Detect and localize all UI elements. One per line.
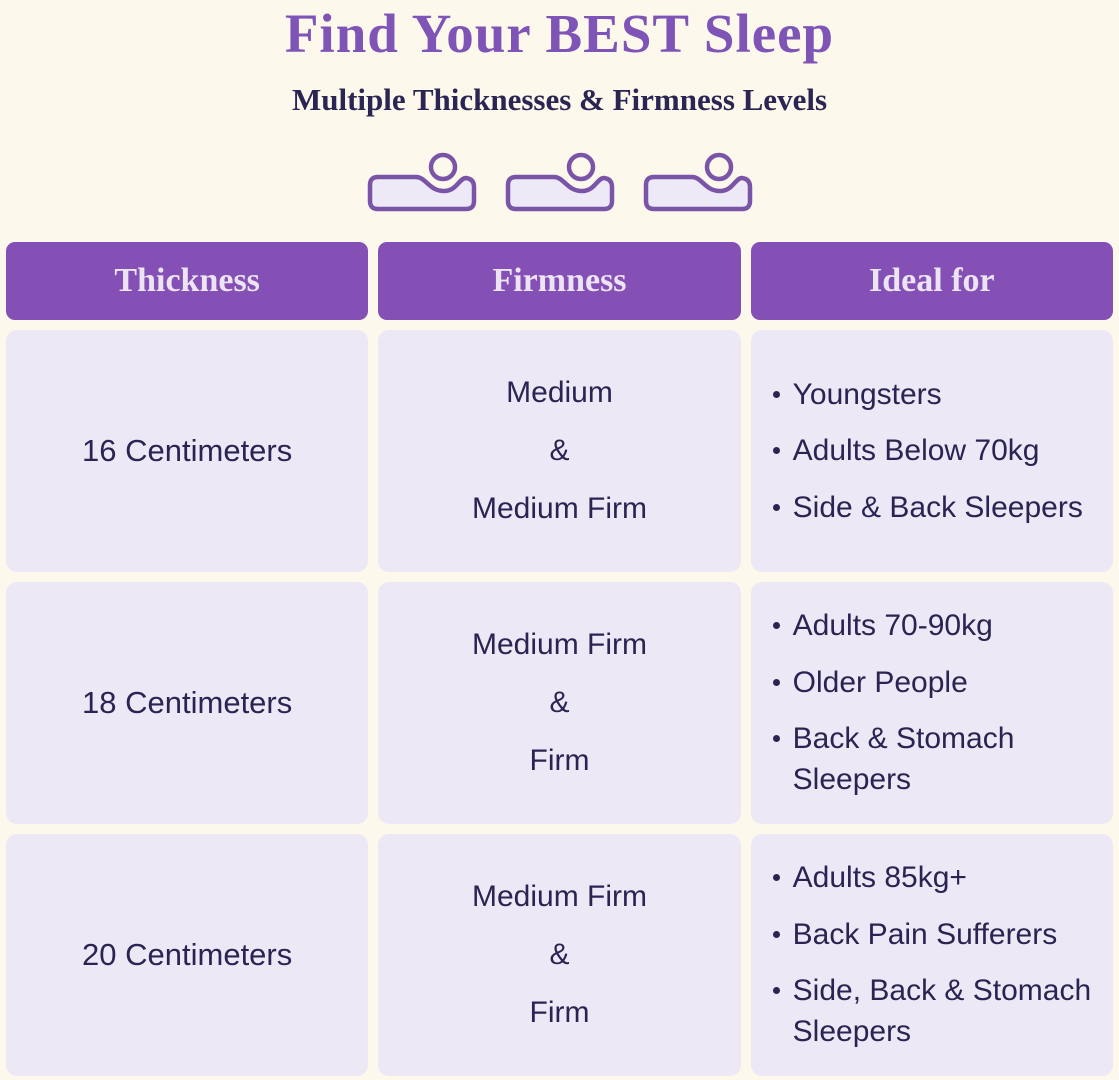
table-cell-ideal-for: [751, 330, 1113, 572]
firmness-line: Medium Firm: [471, 628, 647, 662]
sleeper-on-mattress-icon: [504, 149, 616, 215]
list-item-label: Back & Stomach Sleepers: [792, 722, 1015, 796]
list-item-label: Side & Back Sleepers: [792, 490, 1083, 524]
table-cell-ideal-for: [751, 582, 1113, 824]
table-cell-thickness: 16 Centimeters: [6, 330, 368, 572]
bullet-icon: [773, 874, 780, 881]
mattress-icons-row: [0, 149, 1119, 215]
table-cell-thickness: 18 Centimeters: [6, 582, 368, 824]
list-item-label: Older People: [792, 665, 968, 699]
firmness-line: Firm: [529, 996, 590, 1030]
column-header-ideal-for: Ideal for: [751, 242, 1113, 320]
firmness-line: &: [549, 938, 570, 972]
sleeper-on-mattress-icon: [642, 149, 754, 215]
list-item: [773, 719, 1101, 800]
bullet-icon: [773, 504, 780, 511]
list-item-label: Side, Back & Stomach Sleepers: [792, 974, 1092, 1048]
firmness-line: Medium Firm: [471, 492, 647, 526]
table-cell-firmness: [378, 834, 740, 1076]
mattress-comparison-table: [6, 242, 1113, 1076]
list-item-label: Adults Below 70kg: [792, 434, 1040, 468]
page-title: Find Your BEST Sleep: [284, 3, 835, 64]
column-header-thickness: Thickness: [6, 242, 368, 320]
list-item-label: Adults 85kg+: [792, 861, 967, 895]
list-item: [773, 488, 1101, 529]
table-cell-firmness: [378, 330, 740, 572]
bullet-icon: [773, 735, 780, 742]
list-item: [773, 375, 1101, 416]
list-item: [773, 663, 1101, 704]
list-item-label: Back Pain Sufferers: [792, 917, 1058, 951]
list-item: [773, 915, 1101, 956]
bullet-icon: [773, 391, 780, 398]
firmness-line: &: [549, 686, 570, 720]
list-item: [773, 971, 1101, 1052]
list-item: [773, 606, 1101, 647]
list-item-label: Adults 70-90kg: [792, 609, 993, 643]
table-cell-ideal-for: [751, 834, 1113, 1076]
sleeper-on-mattress-icon: [366, 149, 478, 215]
firmness-line: Medium: [506, 376, 613, 410]
firmness-line: Medium Firm: [471, 880, 647, 914]
list-item: [773, 858, 1101, 899]
bullet-icon: [773, 447, 780, 454]
bullet-icon: [773, 931, 780, 938]
page-subtitle: Multiple Thicknesses & Firmness Levels: [291, 82, 828, 118]
table-cell-firmness: [378, 582, 740, 824]
list-item: [773, 431, 1101, 472]
firmness-line: Firm: [529, 744, 590, 778]
bullet-icon: [773, 987, 780, 994]
bullet-icon: [773, 679, 780, 686]
column-header-firmness: Firmness: [378, 242, 740, 320]
table-cell-thickness: 20 Centimeters: [6, 834, 368, 1076]
firmness-line: &: [549, 434, 570, 468]
list-item-label: Youngsters: [792, 377, 942, 411]
bullet-icon: [773, 622, 780, 629]
